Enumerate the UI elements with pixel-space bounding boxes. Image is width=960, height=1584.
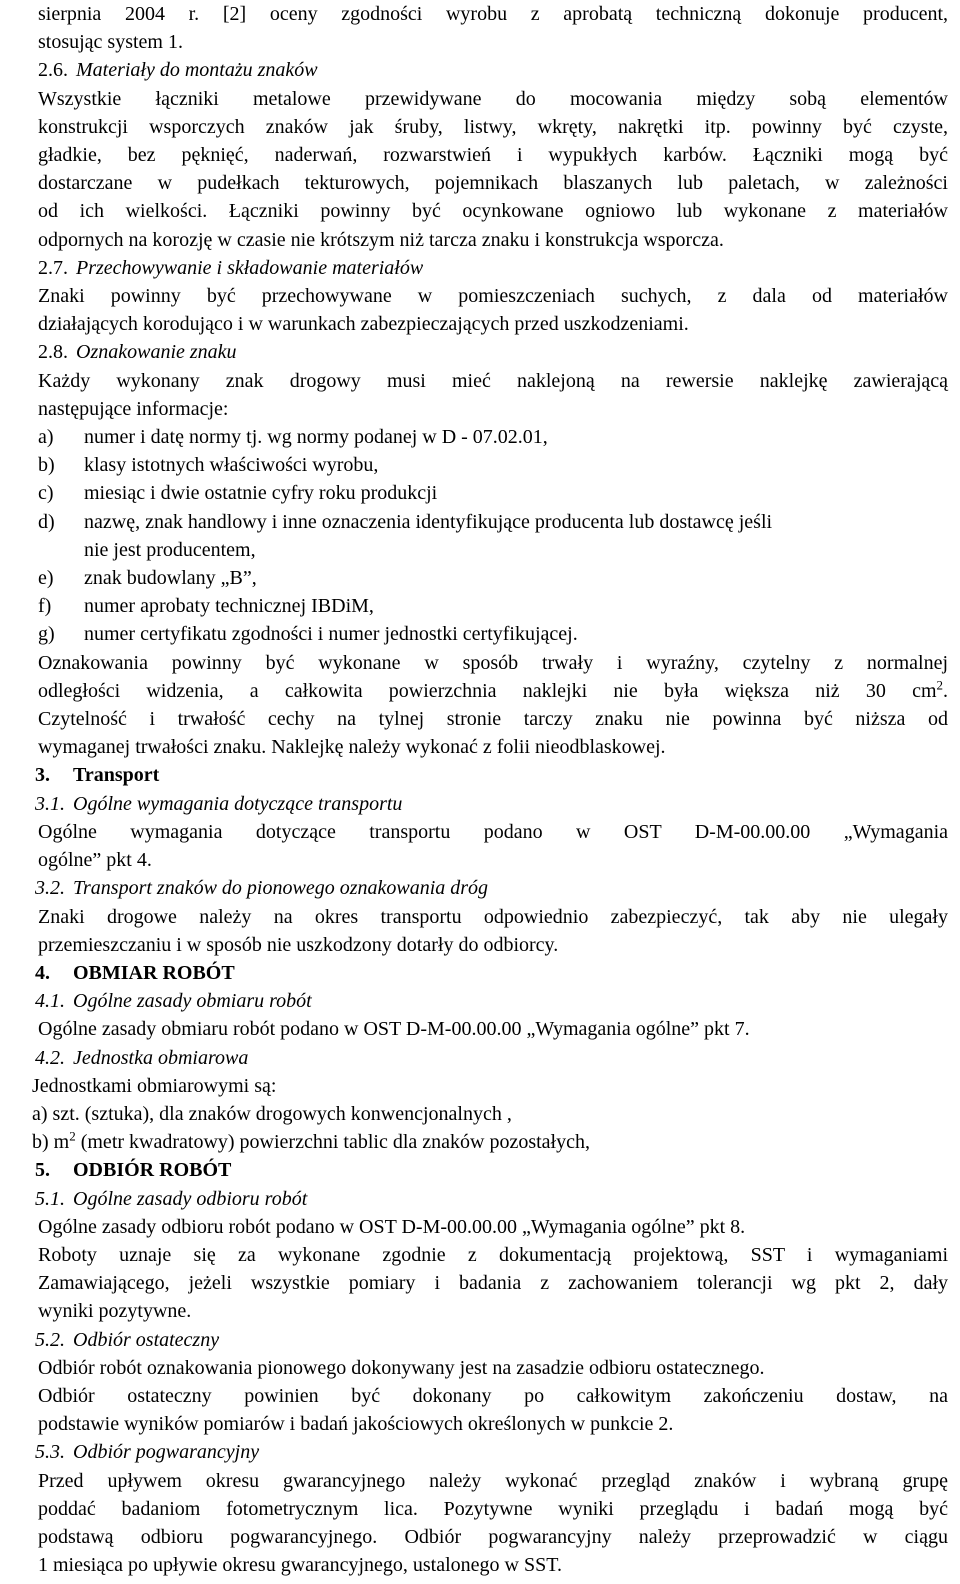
section-title: Odbiór ostateczny (73, 1328, 220, 1351)
text-line: od ich wielkości. Łączniki powinny być ocynkowane ogniowo lub wykonane z materiałów (38, 200, 948, 223)
text-line (38, 677, 948, 705)
text-line: działających korodująco i w warunkach zabezpieczających przed uszkodzeniami. (38, 313, 689, 336)
text-line: następujące informacje: (38, 397, 229, 420)
list-text: numer aprobaty technicznej IBDiM, (84, 595, 374, 618)
superscript: 2 (69, 1128, 76, 1144)
text-line: Odbiór ostateczny powinien być dokonany po całkowitym zakończeniu dostaw, na (38, 1384, 948, 1407)
section-title: Oznakowanie znaku (76, 341, 237, 364)
section-number: 3.1. (35, 792, 65, 815)
section-number: 2.8. (38, 341, 68, 364)
list-item (38, 536, 960, 564)
section-heading-4-1 (35, 987, 960, 1015)
superscript: 2 (936, 677, 943, 693)
list-label: e) (38, 567, 54, 590)
list-text: numer certyfikatu zgodności i numer jednostki certyfikującej. (84, 623, 578, 646)
list-item (38, 479, 960, 507)
section-number: 2.6. (38, 59, 68, 82)
text-line: sierpnia 2004 r. [2] oceny zgodności wyrobu z aprobatą techniczną dokonuje producent, (38, 3, 948, 25)
text-line: wyniki pozytywne. (38, 1300, 192, 1323)
section-heading-2-7 (38, 254, 960, 282)
text-fragment: odległości widzenia, a całkowita powierzchnia naklejki nie była większa niż 30 cm (38, 679, 937, 702)
list-label: b) (38, 454, 55, 477)
list-label: a) (38, 426, 54, 449)
text-line: dostarczane w pudełkach tekturowych, pojemnikach blaszanych lub paletach, w zależności (38, 172, 948, 195)
marking-list (38, 423, 960, 649)
section-title: Jednostka obmiarowa (73, 1046, 249, 1069)
chapter-title: Transport (73, 764, 160, 787)
list-label: g) (38, 623, 55, 646)
list-item (38, 508, 960, 536)
list-item (38, 620, 960, 648)
section-heading-5-1 (35, 1185, 960, 1213)
chapter-number: 4. (35, 961, 50, 984)
section-title: Odbiór pogwarancyjny (73, 1441, 260, 1464)
section-heading-2-6 (38, 56, 960, 84)
list-label: f) (38, 595, 52, 618)
chapter-number: 3. (35, 764, 50, 787)
list-text: numer i datę normy tj. wg normy podanej w D - 07.02.01, (84, 426, 548, 449)
chapter-title: OBMIAR ROBÓT (73, 961, 235, 984)
section-heading-5-3 (35, 1438, 960, 1466)
text-line: odpornych na korozję w czasie nie krótszym niż tarcza znaku i konstrukcja wsporcza. (38, 228, 724, 251)
list-text: klasy istotnych właściwości wyrobu, (84, 454, 379, 477)
text-line: Każdy wykonany znak drogowy musi mieć naklejoną na rewersie naklejkę zawierającą (38, 369, 948, 392)
text-line: przemieszczaniu i w sposób nie uszkodzony dotarły do odbiorcy. (38, 933, 559, 956)
section-number: 4.2. (35, 1046, 65, 1069)
text-line: wymaganej trwałości znaku. Naklejkę należy wykonać z folii nieodblaskowej. (38, 736, 666, 759)
list-item (38, 592, 960, 620)
text-line: poddać badaniom fotometrycznym lica. Pozytywne wyniki przeglądu i badań mogą być (38, 1497, 948, 1520)
list-item (38, 423, 960, 451)
text-line: podstawą odbioru pogwarancyjnego. Odbiór pogwarancyjny należy przeprowadzić w ciągu (38, 1525, 948, 1548)
list-label: c) (38, 482, 54, 505)
section-title: Przechowywanie i składowanie materiałów (76, 256, 424, 279)
text-line: 1 miesiąca po upływie okresu gwarancyjnego, ustalonego w SST. (38, 1554, 562, 1577)
section-number: 5.1. (35, 1187, 65, 1210)
list-text: miesiąc i dwie ostatnie cyfry roku produkcji (84, 482, 438, 505)
section-title: Transport znaków do pionowego oznakowania dróg (73, 877, 489, 900)
section-number: 5.3. (35, 1441, 65, 1464)
text-line: Oznakowania powinny być wykonane w sposób trwały i wyraźny, czytelny z normalnej (38, 651, 948, 674)
chapter-heading-3 (35, 761, 960, 789)
chapter-heading-4 (35, 959, 960, 987)
section-heading-2-8 (38, 338, 960, 366)
text-fragment: (metr kwadratowy) powierzchni tablic dla znaków pozostałych, (75, 1131, 590, 1154)
list-label: d) (38, 510, 55, 533)
text-line: Znaki powinny być przechowywane w pomieszczeniach suchych, z dala od materiałów (38, 285, 948, 308)
text-line: gładkie, bez pęknięć, naderwań, rozwarstwień i wypukłych karbów. Łączniki mogą być (38, 144, 948, 167)
section-heading-3-2 (35, 874, 960, 902)
section-heading-3-1 (35, 790, 960, 818)
text-line: Jednostkami obmiarowymi są: (32, 1074, 277, 1097)
text-fragment: b) m (32, 1131, 70, 1154)
section-number: 5.2. (35, 1328, 65, 1351)
text-line: Wszystkie łączniki metalowe przewidywane do mocowania między sobą elementów (38, 87, 948, 110)
list-item: a) szt. (sztuka), dla znaków drogowych konwencjonalnych , (32, 1102, 512, 1125)
text-line: stosując system 1. (38, 31, 183, 54)
list-label (38, 536, 84, 564)
text-line: konstrukcji wsporczych znaków jak śruby, listwy, wkręty, nakrętki itp. powinny być czyste, (38, 115, 948, 138)
text-line: Czytelność i trwałość cechy na tylnej stronie tarczy znaku nie powinna być niższa od (38, 708, 948, 731)
section-number: 2.7. (38, 256, 68, 279)
text-line: Przed upływem okresu gwarancyjnego należy wykonać przegląd znaków i wybraną grupę (38, 1469, 948, 1492)
chapter-number: 5. (35, 1159, 50, 1182)
list-text: nie jest producentem, (84, 538, 256, 561)
section-title: Materiały do montażu znaków (76, 59, 318, 82)
text-line: Roboty uznaje się za wykonane zgodnie z dokumentacją projektową, SST i wymaganiami (38, 1243, 948, 1266)
text-line: Ogólne wymagania dotyczące transportu podano w OST D-M-00.00.00 „Wymagania (38, 820, 948, 843)
chapter-title: ODBIÓR ROBÓT (73, 1159, 232, 1182)
text-line: podstawie wyników pomiarów i badań jakościowych określonych w punkcie 2. (38, 1413, 674, 1436)
text-line: Odbiór robót oznakowania pionowego dokonywany jest na zasadzie odbioru ostatecznego. (38, 1356, 765, 1379)
text-line: Ogólne zasady obmiaru robót podano w OST D-M-00.00.00 „Wymagania ogólne” pkt 7. (38, 1018, 750, 1041)
section-number: 3.2. (35, 877, 65, 900)
section-number: 4.1. (35, 990, 65, 1013)
section-heading-4-2 (35, 1044, 960, 1072)
text-line: Zamawiającego, jeżeli wszystkie pomiary i badania z zachowaniem tolerancji wg pkt 2, dały (38, 1272, 948, 1295)
text-line: Znaki drogowe należy na okres transportu odpowiednio zabezpieczyć, tak aby nie ulegały (38, 905, 948, 928)
section-title: Ogólne zasady odbioru robót (73, 1187, 308, 1210)
list-item (38, 451, 960, 479)
list-item (32, 1128, 960, 1156)
text-fragment: . (943, 679, 948, 702)
list-text: znak budowlany „B”, (84, 567, 257, 590)
section-heading-5-2 (35, 1326, 960, 1354)
list-item (38, 564, 960, 592)
text-line: ogólne” pkt 4. (38, 849, 152, 872)
text-line: Ogólne zasady odbioru robót podano w OST D-M-00.00.00 „Wymagania ogólne” pkt 8. (38, 1215, 746, 1238)
chapter-heading-5 (35, 1156, 960, 1184)
list-text: nazwę, znak handlowy i inne oznaczenia identyfikujące producenta lub dostawcę jeśli (84, 510, 773, 533)
section-title: Ogólne wymagania dotyczące transportu (73, 792, 403, 815)
section-title: Ogólne zasady obmiaru robót (73, 990, 312, 1013)
